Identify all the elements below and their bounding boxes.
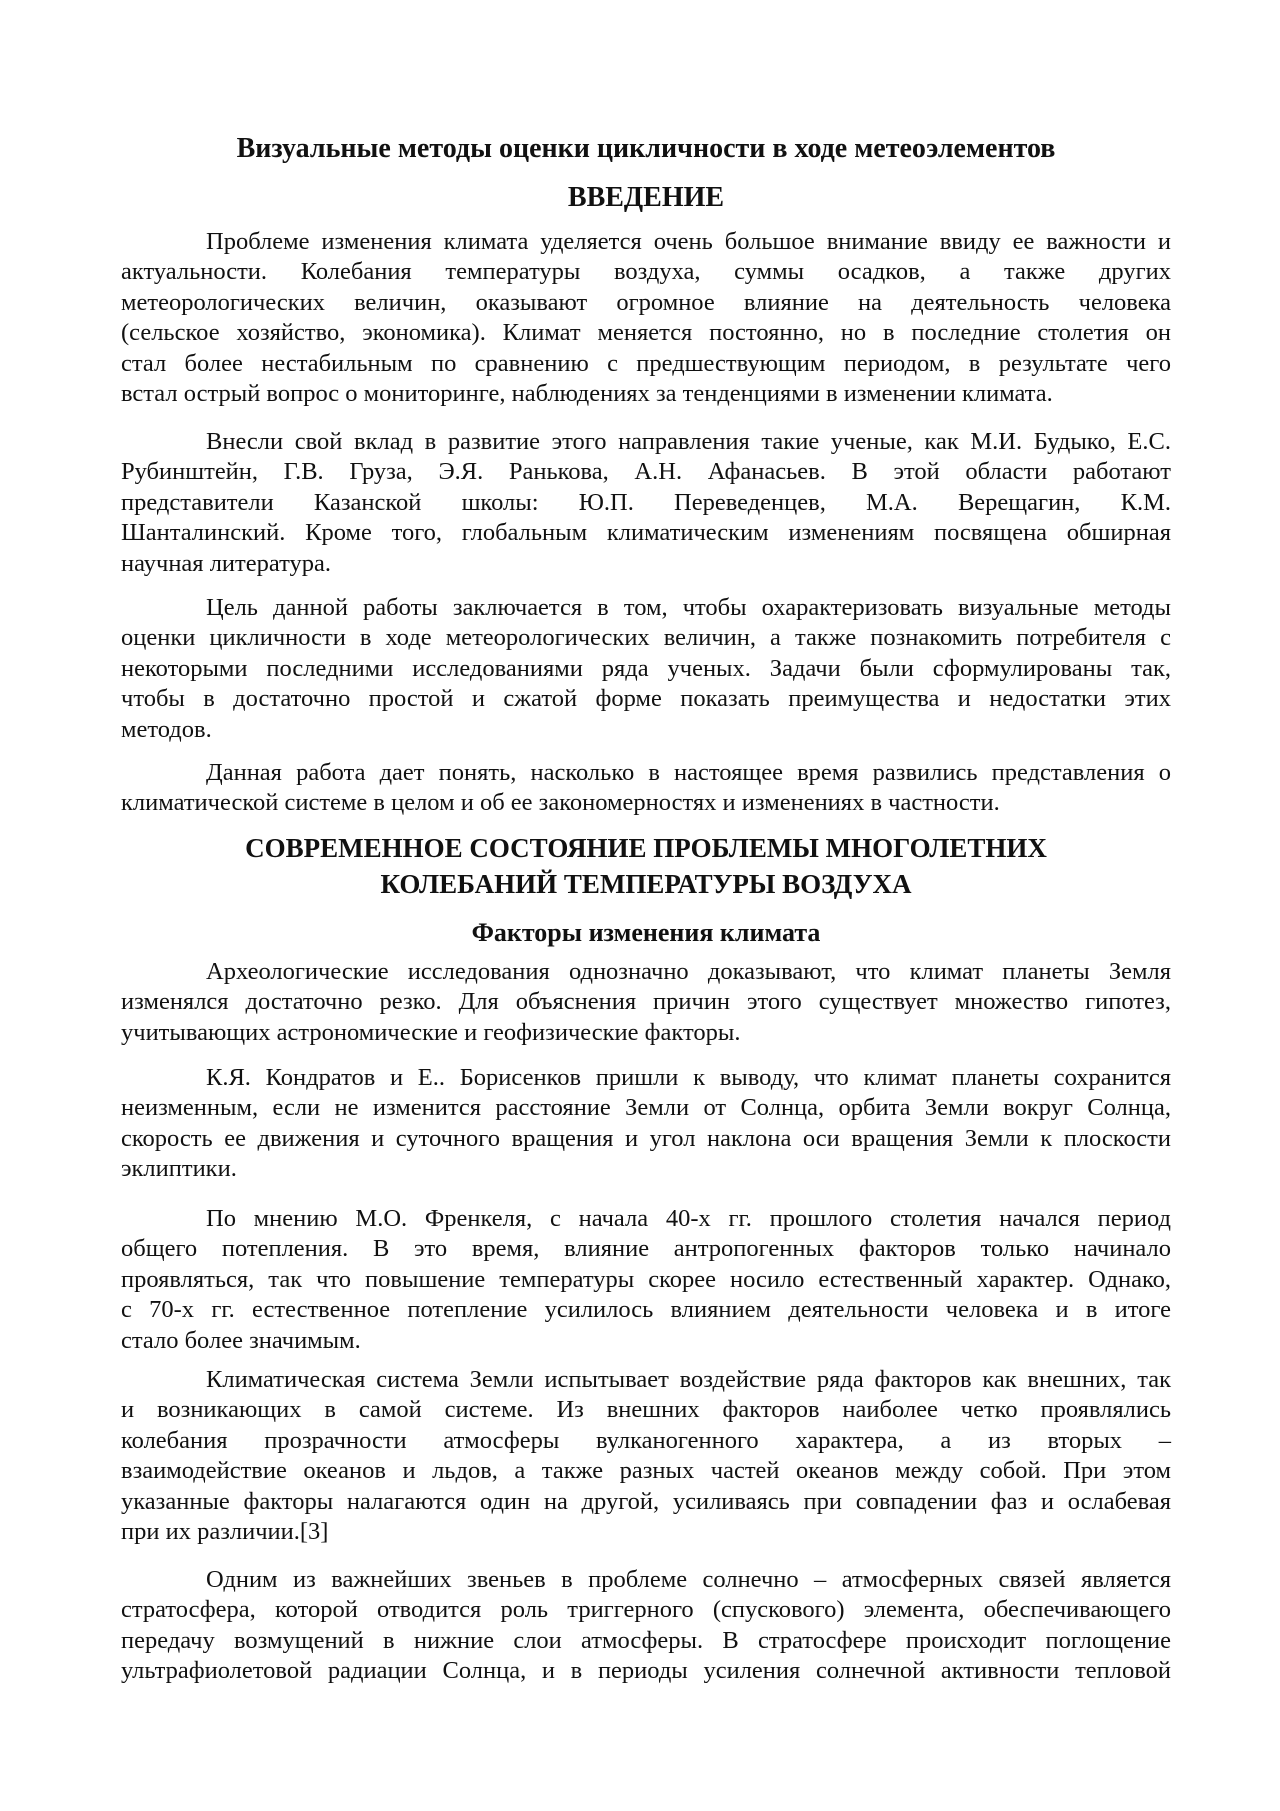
paragraph bbox=[121, 227, 1171, 409]
paragraph-line: при их различии.[3] bbox=[121, 1517, 329, 1545]
paragraph-line: передачу возмущений в нижние слои атмосферы. В стратосфере происходит поглощение bbox=[121, 1626, 1171, 1654]
paragraph-line: Рубинштейн, Г.В. Груза, Э.Я. Ранькова, А.Н. Афанасьев. В этой области работают bbox=[121, 458, 1171, 486]
paragraph-line: Одним из важнейших звеньев в проблеме солнечно – атмосферных связей является bbox=[206, 1566, 1171, 1593]
paragraph-line: Климатическая система Земли испытывает воздействие ряда факторов как внешних, так bbox=[206, 1366, 1171, 1393]
paragraph-line: учитывающих астрономические и геофизические факторы. bbox=[121, 1018, 741, 1046]
paragraph-line: эклиптики. bbox=[121, 1155, 237, 1183]
paragraph-line: актуальности. Колебания температуры воздуха, суммы осадков, а также других bbox=[121, 258, 1171, 286]
paragraph-line: Данная работа дает понять, насколько в настоящее время развились представления о bbox=[206, 759, 1171, 786]
paragraph-line: изменялся достаточно резко. Для объяснения причин этого существует множество гипотез, bbox=[121, 988, 1171, 1016]
section-heading-line: КОЛЕБАНИЙ ТЕМПЕРАТУРЫ ВОЗДУХА bbox=[380, 869, 912, 899]
subheading: Факторы изменения климата bbox=[471, 918, 821, 947]
paragraph bbox=[121, 1204, 1171, 1356]
paragraph-line: методов. bbox=[121, 715, 212, 743]
paragraph-line: Шанталинский. Кроме того, глобальным климатическим изменениям посвящена обширная bbox=[121, 519, 1171, 547]
intro-heading: ВВЕДЕНИЕ bbox=[567, 182, 725, 213]
paragraph-line: климатической системе в целом и об ее закономерностях и изменениях в частности. bbox=[121, 789, 1000, 817]
paragraph-line: некоторыми последними исследованиями ряда ученых. Задачи были сформулированы так, bbox=[121, 654, 1171, 682]
paragraph-line: К.Я. Кондратов и Е.. Борисенков пришли к выводу, что климат планеты сохранится bbox=[206, 1064, 1171, 1091]
paragraph bbox=[121, 1565, 1171, 1687]
paragraph-line: проявляться, так что повышение температуры скорее носило естественный характер. Однако, bbox=[121, 1265, 1171, 1293]
paragraph-line: колебания прозрачности атмосферы вулканогенного характера, а из вторых – bbox=[121, 1426, 1171, 1454]
paragraph bbox=[121, 593, 1171, 745]
section-heading-line: СОВРЕМЕННОЕ СОСТОЯНИЕ ПРОБЛЕМЫ МНОГОЛЕТНИХ bbox=[245, 833, 1047, 863]
paragraph-line: Проблеме изменения климата уделяется очень большое внимание ввиду ее важности и bbox=[206, 228, 1171, 255]
paragraph-line: ультрафиолетовой радиации Солнца, и в периоды усиления солнечной активности тепловой bbox=[121, 1657, 1171, 1685]
paragraph-line: встал острый вопрос о мониторинге, наблюдениях за тенденциями в изменении климата. bbox=[121, 379, 1053, 407]
paragraph-line: (сельское хозяйство, экономика). Климат меняется постоянно, но в последние столетия он bbox=[121, 319, 1171, 347]
paragraph-line: чтобы в достаточно простой и сжатой форме показать преимущества и недостатки этих bbox=[121, 685, 1171, 713]
paragraph-line: стало более значимым. bbox=[121, 1326, 361, 1354]
paragraph-line: и возникающих в самой системе. Из внешних факторов наиболее четко проявлялись bbox=[121, 1396, 1171, 1424]
paragraph bbox=[121, 1365, 1171, 1547]
paragraph-line: Археологические исследования однозначно доказывают, что климат планеты Земля bbox=[206, 958, 1171, 985]
section-heading bbox=[121, 830, 1171, 902]
paragraph-line: представители Казанской школы: Ю.П. Переведенцев, М.А. Верещагин, К.М. bbox=[121, 488, 1171, 516]
paragraph-line: стал более нестабильным по сравнению с предшествующим периодом, в результате чего bbox=[121, 349, 1171, 377]
paragraph-line: Цель данной работы заключается в том, чтобы охарактеризовать визуальные методы bbox=[206, 594, 1171, 621]
paragraph-line: Внесли свой вклад в развитие этого направления такие ученые, как М.И. Будыко, Е.С. bbox=[206, 428, 1171, 455]
paragraph bbox=[121, 758, 1171, 819]
document-title: Визуальные методы оценки цикличности в ходе метеоэлементов bbox=[236, 133, 1056, 164]
paragraph-line: неизменным, если не изменится расстояние Земли от Солнца, орбита Земли вокруг Солнца, bbox=[121, 1094, 1171, 1122]
paragraph-line: оценки цикличности в ходе метеорологических величин, а также познакомить потребителя с bbox=[121, 624, 1171, 652]
paragraph-line: метеорологических величин, оказывают огромное влияние на деятельность человека bbox=[121, 288, 1171, 316]
paragraph-line: взаимодействие океанов и льдов, а также разных частей океанов между собой. При этом bbox=[121, 1457, 1171, 1485]
paragraph-line: указанные факторы налагаются один на другой, усиливаясь при совпадении фаз и ослабевая bbox=[121, 1487, 1171, 1515]
paragraph-line: общего потепления. В это время, влияние антропогенных факторов только начинало bbox=[121, 1235, 1171, 1263]
paragraph-line: скорость ее движения и суточного вращения и угол наклона оси вращения Земли к плоскости bbox=[121, 1124, 1171, 1152]
paragraph-line: научная литература. bbox=[121, 549, 331, 577]
paragraph bbox=[121, 1063, 1171, 1185]
paragraph-line: По мнению М.О. Френкеля, с начала 40-х гг. прошлого столетия начался период bbox=[206, 1205, 1171, 1232]
paragraph bbox=[121, 427, 1171, 579]
paragraph-line: с 70-х гг. естественное потепление усилилось влиянием деятельности человека и в итоге bbox=[121, 1296, 1171, 1324]
paragraph bbox=[121, 957, 1171, 1048]
paragraph-line: стратосфера, которой отводится роль триггерного (спускового) элемента, обеспечивающего bbox=[121, 1596, 1171, 1624]
